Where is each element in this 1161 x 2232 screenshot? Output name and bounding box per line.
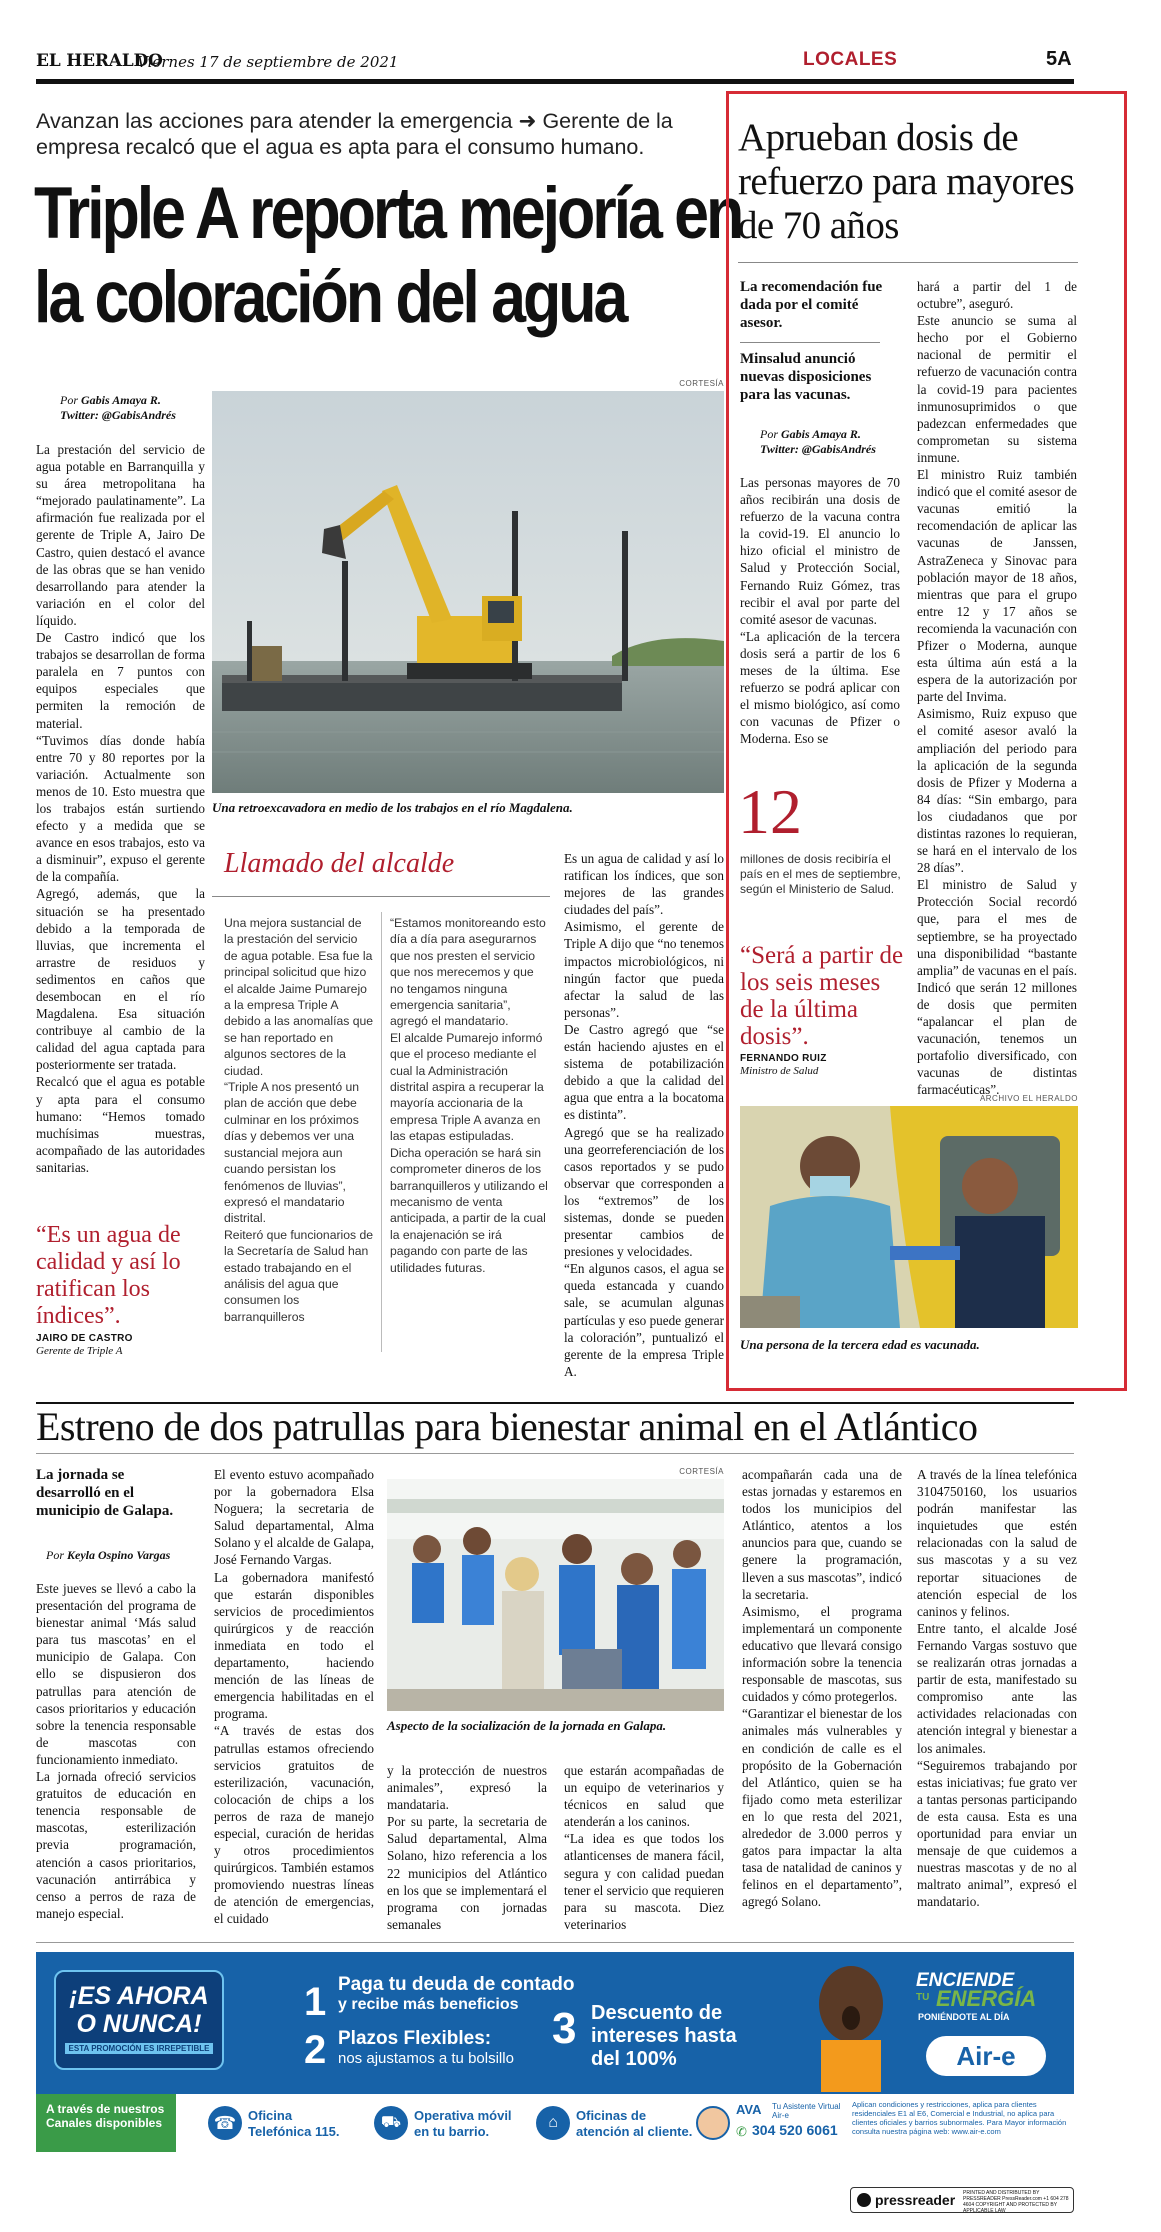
ad-badge-line2: O NUNCA! <box>76 2010 202 2038</box>
vaccine-stat-number: 12 <box>738 776 802 847</box>
ad-channels: A través de nuestros Canales disponibles <box>36 2094 176 2152</box>
ad-office1-b: Telefónica 115. <box>248 2124 340 2139</box>
vaccine-photo-caption: Una persona de la tercera edad es vacunada. <box>740 1337 980 1352</box>
ad-badge-line1: ¡ES AHORA <box>69 1982 209 2010</box>
page-number: 5A <box>1046 48 1072 70</box>
animal-col3: y la protección de nuestros animales”, expresó la mandataria. Por su parte, la secretaria de Salud departamental, Alma Solano, hizo referencia a los 22 municipios del Atlántico en los que se implementará el programa con jornadas semanales <box>387 1763 547 1932</box>
vaccination-photo <box>740 1106 1078 1328</box>
ad-step3-number: 3 <box>552 2004 577 2053</box>
ad-ava-label: Tu Asistente Virtual Air-e <box>772 2102 841 2120</box>
pressreader-fine: PRINTED AND DISTRIBUTED BY PRESSREADER PressReader.com +1 604 278 4604 COPYRIGHT AND PROTECTED BY APPLICABLE LAW <box>963 2190 1069 2214</box>
ad-campaign-3: ENERGÍA <box>936 1986 1037 2011</box>
vaccine-photo-credit: ARCHIVO EL HERALDO <box>979 1094 1078 1103</box>
main-photo-credit: CORTESÍA <box>679 379 724 388</box>
vaccine-headline: Aprueban dosis de refuerzo para mayores de 70 años <box>738 116 1075 247</box>
main-col4: Es un agua de calidad y así lo ratifican los índices, que son mejores de las grandes ciudades del país”. Asimismo, el gerente de Triple A dijo que “no tenemos impactos microbiológicos, ni ningún factor que pueda afectar la salud de las personas”. De Castro agregó que “se están haciendo ajustes en el sistema de potabilización debido a que la calidad del agua que entra a la bocatoma es distinta”. Agregó que se ha realizado una georreferenciación de los casos reportados y se pudo observar que corresponden a los “extremos” de los sistemas, donde se pueden presentar cambios de presiones y velocidades. “En algunos casos, el agua se queda estancada y cuando sale, se acumulan algunas partículas y eso puede generar la coloración”, puntualizó el gerente de la empresa Triple A. <box>564 851 724 1379</box>
pressreader-icon <box>857 2193 871 2207</box>
air-e-ad[interactable] <box>36 1952 1074 2152</box>
pressreader-badge[interactable] <box>850 2187 1074 2213</box>
vaccine-lead1: La recomendación fue dada por el comité asesor. <box>740 279 883 331</box>
whatsapp-icon: ✆ <box>736 2124 747 2139</box>
vaccine-quote-name: FERNANDO RUIZ <box>740 1053 827 1064</box>
sidebar-col2: “Estamos monitoreando esto día a día para asegurarnos que nos presten el servicio que nos merecemos y que no tengamos ninguna emergencia sanitaria”, agregó el mandatario. El alcalde Pumarejo informó que el proceso mediante el cual la Administración distrital aspira a recuperar la mayoría accionaria de la empresa Triple A avanza en las etapas estipuladas. Dicha operación se hará sin comprometer dineros de los barranquilleros y utilizando el mecanismo de venta anticipada, a partir de la cual la enajenación se irá pagando con parte de las utilidades futuras. <box>390 916 548 1275</box>
ad-step3-line1: Descuento de <box>591 2002 723 2024</box>
vaccine-lead2: Minsalud anunció nuevas disposiciones para las vacunas. <box>740 351 872 403</box>
sidebar-col1: Una mejora sustancial de la prestación del servicio de agua potable. Esa fue la principal solicitud que hizo el alcalde Jaime Pumarejo a la empresa Triple A debido a las anomalías que se han reportado en algunos sectores de la ciudad. “Triple A nos presentó un plan de acción que debe culminar en los próximos días y debemos ver una sustancial mejora aun cuando persistan los fenómenos de lluvias”, expresó el mandatario distrital. Reiteró que funcionarios de la Secretaría de Salud han estado trabajando en el análisis del agua que consumen los barranquilleros <box>224 916 374 1324</box>
ad-legal: Aplican condiciones y restricciones, aplica para clientes residenciales E1 al E6, Comercial e Industrial, no aplica para clientes oficiales y barrios subnormales. Para Mayor información consulta nuestra página web: www.air-e.com <box>852 2100 1067 2136</box>
ad-badge <box>54 1970 224 2070</box>
ad-step3-line2: intereses hasta <box>591 2025 737 2047</box>
animal-rule <box>36 1453 1074 1454</box>
animal-byline-por: Por <box>46 1548 64 1562</box>
sidebar-rule <box>212 896 550 897</box>
animal-col1: Este jueves se llevó a cabo la presentación del programa de bienestar animal ‘Más salud para tus mascotas’ en el municipio de Galapa. Con ello se dispusieron dos patrullas para atención de casos prioritarios y educación sobre la tenencia responsable de mascotas con funcionamiento inmediato. La jornada ofreció servicios gratuitos de educación en tenencia responsable de mascotas, esterilización previa programación, atención a casos prioritarios, vacunación antirrábica y censo a perros de raza de manejo especial. <box>36 1581 196 1921</box>
ad-campaign-4: PONIÉNDOTE AL DÍA <box>918 2012 1010 2022</box>
galapa-photo <box>387 1479 724 1711</box>
byline-por: Por <box>60 393 78 407</box>
ad-bottom-bar <box>36 2094 1074 2152</box>
animal-col6: A través de la línea telefónica 3104750160, los usuarios podrán manifestar las inquietudes que estén relacionadas con la salud de sus mascotas y a su vez reportar situaciones de atención especial de los caninos y felinos. Entre tanto, el alcalde José Fernando Vargas sostuvo que se realizarán otras jornadas a partir de esta, manifestado su compromiso ante las actividades relacionadas con atención integral y bienestar a los animales. “Seguiremos trabajando por estas iniciativas; fue grato ver a tantas personas participando de esta causa. Esta es una oportunidad para enviar un mensaje de que cuidemos a nuestras mascotas y de no al maltrato animal”, expresó el mandatario. <box>917 1467 1077 1910</box>
ad-ava-phone: 304 520 6061 <box>752 2122 838 2138</box>
animal-byline-name: Keyla Ospino Vargas <box>67 1548 171 1562</box>
vaccine-col1: Las personas mayores de 70 años recibirán una dosis de refuerzo de la vacuna contra la covid-19. El anuncio lo hizo oficial el ministro de Salud y Protección Social, Fernando Ruiz Gómez, tras recibir el aval por parte del comité asesor de vacunas. “La aplicación de la tercera dosis será a partir de los 6 meses de la última. Ese refuerzo se podrá aplicar con el mismo biológico, así como con vacunas de Pfizer o Moderna. Eso se <box>740 475 900 747</box>
vaccine-quote: “Será a partir de los seis meses de la última dosis”. <box>740 942 904 1050</box>
ad-office1-a: Oficina <box>248 2108 293 2123</box>
animal-photo-caption: Aspecto de la socialización de la jornada en Galapa. <box>387 1718 667 1733</box>
sidebar-title: Llamado del alcalde <box>224 848 455 879</box>
galapa-image <box>387 1479 724 1711</box>
ad-step2-number: 2 <box>304 2028 327 2072</box>
phone-icon: ☎ <box>208 2106 242 2140</box>
animal-headline: Estreno de dos patrullas para bienestar animal en el Atlántico <box>36 1404 978 1449</box>
ad-top-rule <box>36 1942 1074 1943</box>
main-quote-name: JAIRO DE CASTRO <box>36 1333 133 1344</box>
vaccine-lead-rule <box>740 342 880 343</box>
ad-person-image <box>791 1956 911 2092</box>
ad-step2-sub: nos ajustamos a tu bolsillo <box>338 2050 514 2067</box>
masthead-date: Viernes 17 de septiembre de 2021 <box>137 53 399 71</box>
vaccine-byline-por: Por <box>760 427 778 441</box>
ad-office2-b: en tu barrio. <box>414 2124 490 2139</box>
building-icon: ⌂ <box>536 2106 570 2140</box>
animal-byline <box>46 1548 206 1563</box>
main-quote-role: Gerente de Triple A <box>36 1345 123 1357</box>
vaccine-quote-role: Ministro de Salud <box>740 1065 819 1077</box>
assistant-avatar-icon <box>696 2106 730 2140</box>
ad-step1-title: Paga tu deuda de contado <box>338 1974 575 1995</box>
main-byline <box>60 393 200 423</box>
ad-step2-title: Plazos Flexibles: <box>338 2028 492 2049</box>
ad-step1-number: 1 <box>304 1980 327 2024</box>
ad-office3-a: Oficinas de <box>576 2108 647 2123</box>
animal-col2: El evento estuvo acompañado por la gobernadora Elsa Noguera; la secretaria de Salud departamental, Alma Solano y el alcalde de Galapa, José Fernando Vargas. La gobernadora manifestó que estarán disponibles servicios de procedimientos quirúrgicos y de reacción inmediata en todo el departamento, haciendo mención de las líneas de emergencia habilitadas en el programa. “A través de estas dos patrullas estamos ofreciendo servicios gratuitos de esterilización, vacunación, colocación de chips a los perros de raza de manejo especial, curación de heridas y otros procedimientos quirúrgicos. También estamos promoviendo nuestras líneas de atención de emergencias, el cuidado <box>214 1467 374 1927</box>
ad-campaign-2: TU <box>916 1992 930 2003</box>
main-headline: Triple A reporta mejoría en la coloración del agua <box>34 173 742 338</box>
ad-campaign-1: ENCIENDE <box>916 1970 1015 1991</box>
section-label: LOCALES <box>803 49 898 70</box>
main-photo-caption: Una retroexcavadora en medio de los trabajos en el río Magdalena. <box>212 800 573 815</box>
ad-step3-line3: del 100% <box>591 2048 677 2070</box>
ad-ava-name: AVA <box>736 2102 762 2117</box>
truck-icon: ⛟ <box>374 2106 408 2140</box>
masthead-paper: EL HERALDO <box>36 51 163 71</box>
animal-photo-credit: CORTESÍA <box>679 1467 724 1476</box>
animal-lead: La jornada se desarrolló en el municipio de Galapa. <box>36 1467 174 1519</box>
animal-col4: que estarán acompañadas de un equipo de veterinarios y técnicos en salud que atenderán a los caninos. “La idea es que todos los atlanticenses de manera fácil, segura y con calidad puedan tener el servicio que requieren para su mascota. Diez veterinarios <box>564 1763 724 1932</box>
excavator-image <box>212 391 724 793</box>
excavator-photo <box>212 391 724 793</box>
pressreader-label: pressreader <box>875 2192 956 2208</box>
masthead-rule <box>36 79 1074 84</box>
animal-col5: acompañarán cada una de estas jornadas y estaremos en todos los municipios del Atlántico, atentos a los anuncios para que, cuando se genere la programación, lleven a sus mascotas”, indicó la secretaria. Asimismo, el programa implementará un componente educativo que llevará consigo información sobre la tenencia responsable de mascotas, sus cuidados y cómo protegerlos. “Garantizar el bienestar de los animales más vulnerables y en condición de calle es el propósito de la Gobernación del Atlántico, quien se ha fijado como meta esterilizar en lo que resta del 2021, alrededor de 3.000 perros y gatos para impactar la alta tasa de natalidad de caninos y felinos en el departamento”, agregó Solano. <box>742 1467 902 1910</box>
vaccine-rule <box>738 262 1078 263</box>
ad-person-figure <box>791 1956 911 2092</box>
vaccine-byline-name: Gabis Amaya R. <box>781 427 861 441</box>
byline-twitter: Twitter: @GabisAndrés <box>60 408 176 422</box>
main-col1: La prestación del servicio de agua potable en Barranquilla y su área metropolitana ha “mejorado paulatinamente”. La afirmación fue realizada por el gerente de Triple A, Jairo De Castro, quien destacó el avance de las obras que se han venido desarrollando para atender la variación en el color del líquido. De Castro indicó que los trabajos se desarrollan de forma paralela en 7 puntos con equipos especiales que permiten la remoción de material. “Tuvimos días donde había entre 70 y 80 reportes por la variación. Actualmente son menos de 10. Esto muestra que los trabajos están surtiendo efecto y a medida que se avance en esos trabajos, esto va a disminuir”, expuso el gerente de la compañía. Agregó, además, que la situación se ha presentado debido a la temporada de lluvias, que incrementa el arrastre de residuos y sedimentos en caños que desembocan en el río Magdalena. Esa situación contribuye al cambio de la calidad del agua captada para posteriormente ser tratada. Recalcó que el agua es potable y apta para el consumo humano: “Hemos tomado muchísimas muestras, acompañado de las autoridades sanitarias. <box>36 442 205 1175</box>
vaccine-col2: hará a partir del 1 de octubre”, aseguró. Este anuncio se suma al hecho por el Gobierno nacional de permitir el refuerzo de vacunación contra la covid-19 para pacientes inmunosuprimidos o que padezcan enfermedades que comprometan su sistema inmune. El ministro Ruiz también indicó que el comité asesor de vacunas emitió la recomendación de aplicar las vacunas de Janssen, AstraZeneca y Sinovac para población mayor de 18 años, mientras que para el grupo entre 12 y 17 años se recomienda la vacunación con Pfizer o Moderna, aunque esta última aún está a la espera de la autorización por parte del Invima. Asimismo, Ruiz expuso que el comité asesor avaló la ampliación del periodo para la aplicación de la segunda dosis de Pfizer y Moderna a 84 días: “Sin embargo, para los ciudadanos que por distintas razones lo requieran, se hará en el intervalo de los 28 días”. El ministro de Salud y Protección Social recordó que, para el mes de septiembre, se ha proyectado una disponibilidad “bastante amplia” de vacunas en el país. Indicó que serán 12 millones de dosis que permiten “apalancar el plan de vacunación, tenemos un portafolio diversificado, con vacunas de distintas farmacéuticas”. <box>917 279 1078 1098</box>
vaccination-image <box>740 1106 1078 1328</box>
byline-name: Gabis Amaya R. <box>81 393 161 407</box>
main-quote: “Es un agua de calidad y así lo ratifican los índices”. <box>36 1222 181 1329</box>
sidebar-divider <box>381 912 382 1352</box>
main-kicker: Avanzan las acciones para atender la emergencia ➜ Gerente de la empresa recalcó que el agua es apta para el consumo humano. <box>36 109 673 159</box>
vaccine-byline <box>760 427 900 457</box>
ad-office3-b: atención al cliente. <box>576 2124 693 2139</box>
ad-badge-line3: ESTA PROMOCIÓN ES IRREPETIBLE <box>65 2043 214 2054</box>
ad-office2-a: Operativa móvil <box>414 2108 512 2123</box>
vaccine-stat-text: millones de dosis recibiría el país en el mes de septiembre, según el Ministerio de Salud. <box>740 852 901 896</box>
ad-brand-logo: Air-e <box>926 2036 1046 2076</box>
vaccine-byline-twitter: Twitter: @GabisAndrés <box>760 442 876 456</box>
ad-step1-sub: y recibe más beneficios <box>338 1996 519 2013</box>
